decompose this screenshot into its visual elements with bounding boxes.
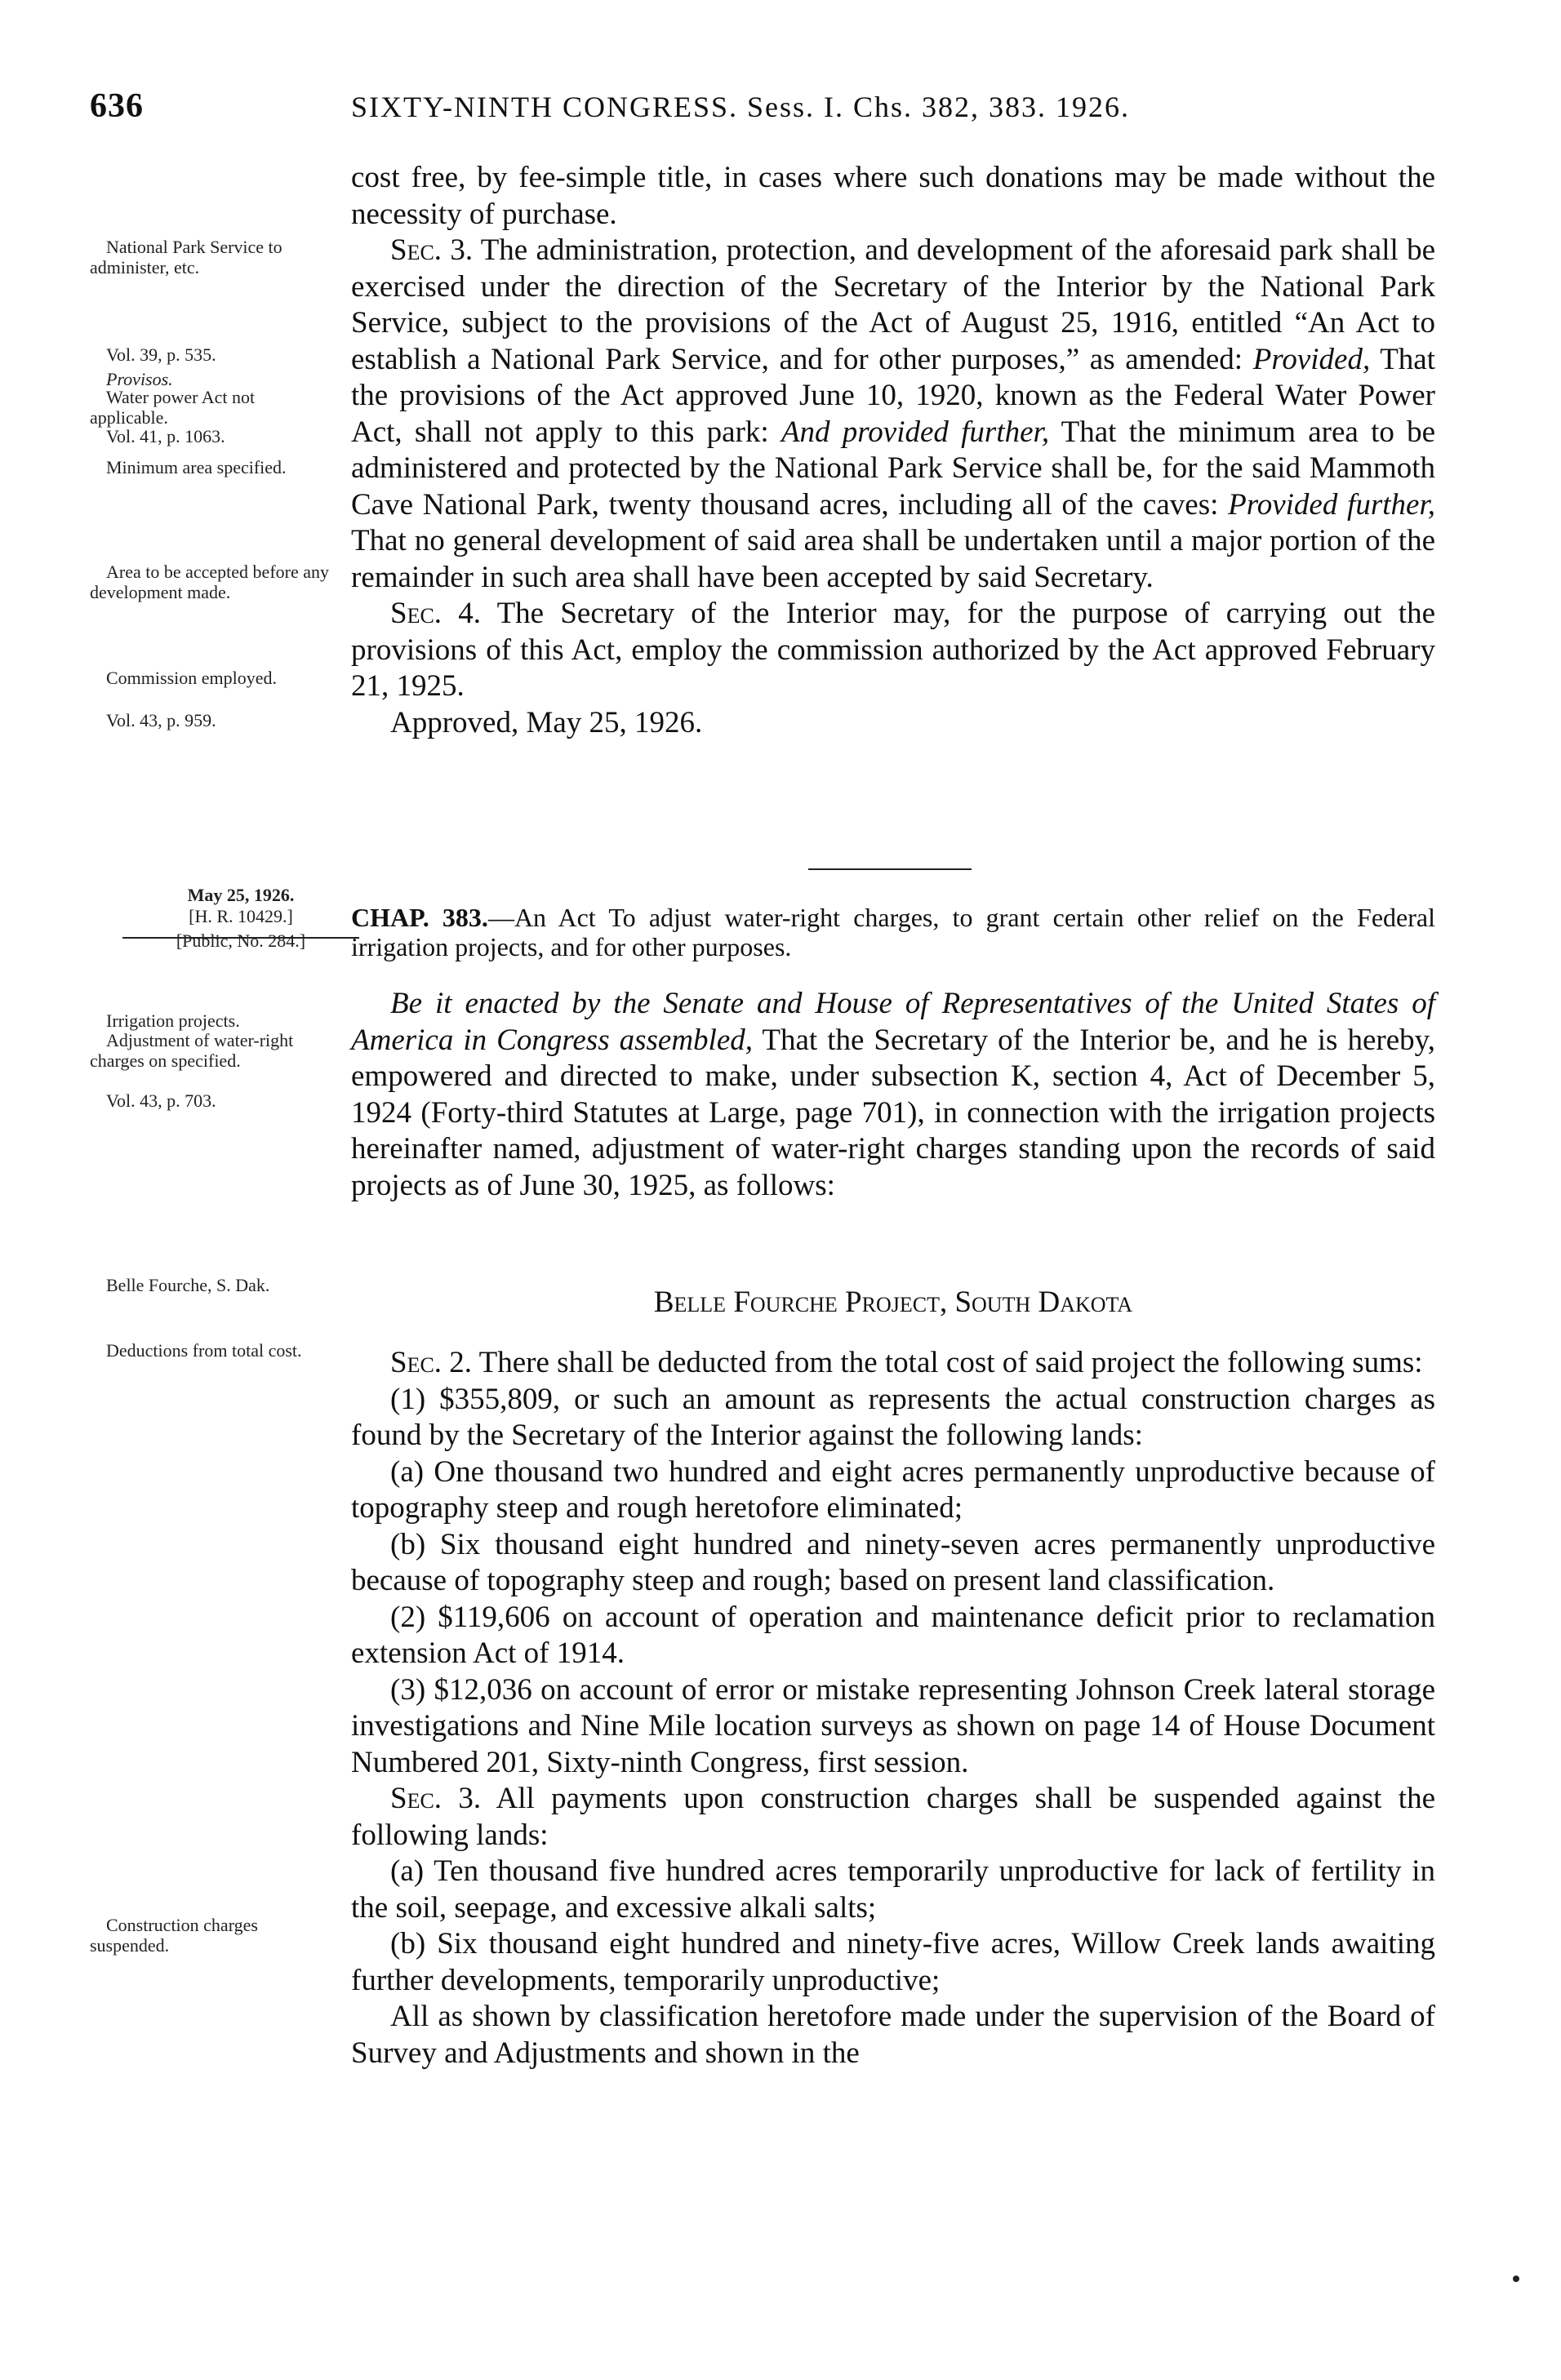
page-number: 636 <box>90 87 144 125</box>
margin-note-vol43b: Vol. 43, p. 703. <box>106 1090 216 1111</box>
proviso-1: Provided, <box>1252 342 1371 376</box>
belle-fourche-body <box>351 1345 1435 2071</box>
sec3-text-d: That no general development of said area shall be undertaken until a major portion of the remainder in such area shall have been accepted by said Secretary. <box>351 524 1435 594</box>
stray-mark <box>1513 2276 1519 2282</box>
stamp-date: May 25, 1926. <box>187 885 295 905</box>
margin-note-adjustment: Adjustment of water-right charges on specified. <box>90 1030 294 1071</box>
item-3b: (b) Six thousand eight hundred and ninety-five acres, Willow Creek lands awaiting further developments, temporarily unproductive; <box>351 1927 1435 1997</box>
margin-note-vol43a: Vol. 43, p. 959. <box>106 710 216 730</box>
enacting-text: That the Secretary of the Interior be, and he is hereby, empowered and directed to make, under subsection K, section 4, Act of December 5, 1924 (Forty-third Statutes at Large, page 701), in connection with the irrigation projects hereinafter named, adjustment of water-right charges standing upon the records of said projects as of June 30, 1925, as follows: <box>351 1023 1435 1202</box>
sec2-text: There shall be deducted from the total cost of said project the following sums: <box>472 1346 1423 1379</box>
running-title: SIXTY-NINTH CONGRESS. Sess. I. Chs. 382, 383. 1926. <box>351 91 1131 123</box>
margin-note-area-accepted: Area to be accepted before any development made. <box>90 562 330 602</box>
stamp-hr: [H. R. 10429.] <box>189 906 293 926</box>
margin-note-water-power: Water power Act not applicable. <box>90 387 256 428</box>
paragraph-sec2 <box>351 1345 1435 1382</box>
sec3b-text: All payments upon construction charges shall be suspended against the following lands: <box>351 1782 1435 1852</box>
sec4-text: The Secretary of the Interior may, for the purpose of carrying out the provisions of this Act, employ the commission authorized by the Act approved February 21, 1925. <box>351 597 1435 703</box>
item-1b: (b) Six thousand eight hundred and ninety-seven acres permanently unproductive because of topography steep and rough; based on present land classification. <box>351 1527 1435 1597</box>
margin-note-nps: National Park Service to administer, etc. <box>90 237 282 278</box>
item-3: (3) $12,036 on account of error or mistake representing Johnson Creek lateral storage investigations and Nine Mile location surveys as shown on page 14 of House Document Numbered 201, Sixty-ninth Congress, first session. <box>351 1672 1435 1779</box>
enacting-italic: Be it enacted by the Senate and House of Representatives of the United States of America in Congress assembled, <box>351 987 1435 1057</box>
sec4-label: Sec. 4. <box>390 597 482 630</box>
chap-383-title <box>351 903 1435 961</box>
proviso-2: And provided further, <box>780 415 1050 449</box>
stamp-public: [Public, No. 284.] <box>176 930 306 951</box>
item-1: (1) $355,809, or such an amount as represents the actual construction charges as found by the Secretary of the Interior against the following lands: <box>351 1382 1435 1452</box>
sec3-text-a: The administration, protection, and development of the aforesaid park shall be exercised under the direction of the Secretary of the Interior by the National Park Service, subject to the provisions of the Act of August 25, 1916, entitled “An Act to establish a National Park Service, and for other purposes,” as amended: <box>351 233 1435 376</box>
paragraph-cost-free: cost free, by fee-simple title, in cases where such donations may be made without the necessity of purchase. <box>351 161 1435 231</box>
item-1a: (a) One thousand two hundred and eight acres permanently unproductive because of topography steep and rough heretofore eliminated; <box>351 1454 1435 1525</box>
paragraph-sec3b <box>351 1781 1435 1854</box>
approved-line: Approved, May 25, 1926. <box>390 705 703 739</box>
margin-note-vol39: Vol. 39, p. 535. <box>106 344 216 365</box>
margin-note-belle: Belle Fourche, S. Dak. <box>106 1275 270 1295</box>
item-2: (2) $119,606 on account of operation and maintenance deficit prior to reclamation extension Act of 1914. <box>351 1600 1435 1670</box>
sec3-text-c: That the minimum area to be administered and protected by the National Park Service shall be, for the said Mammoth Cave National Park, twenty thousand acres, including all of the caves: <box>351 415 1436 522</box>
proviso-3: Provided further, <box>1228 487 1435 522</box>
paragraph-sec3 <box>351 233 1435 596</box>
margin-note-vol41: Vol. 41, p. 1063. <box>106 426 225 446</box>
item-3a: (a) Ten thousand five hundred acres temporarily unproductive for lack of fertility in the soil, seepage, and excessive alkali salts; <box>351 1854 1435 1925</box>
chap-382-text <box>351 160 1435 741</box>
final-paragraph: All as shown by classification heretofore made under the supervision of the Board of Survey and Adjustments and shown in the <box>351 2000 1435 2070</box>
chapter-divider <box>808 868 972 870</box>
margin-note-minimum-area: Minimum area specified. <box>106 457 287 477</box>
enacting-clause <box>351 986 1435 1204</box>
belle-fourche-heading: Belle Fourche Project, South Dakota <box>653 1285 1133 1319</box>
chap-title <box>351 903 1435 961</box>
chap-label: CHAP. 383. <box>351 903 488 932</box>
margin-note-irrigation: Irrigation projects. <box>106 1010 240 1031</box>
margin-note-provisos: Provisos. <box>106 369 173 389</box>
margin-note-deductions: Deductions from total cost. <box>106 1340 302 1361</box>
sec3-text-b: That the provisions of the Act approved June 10, 1920, known as the Federal Water Power Act, shall not apply to this park: <box>351 342 1435 449</box>
chap-text: —An Act To adjust water-right charges, to grant certain other relief on the Federal irrigation projects, and for other purposes. <box>351 903 1436 961</box>
sec3-label: Sec. 3. <box>390 233 474 267</box>
chap-383-body <box>351 986 1435 1204</box>
margin-note-commission: Commission employed. <box>106 668 277 688</box>
margin-note-construction: Construction charges suspended. <box>90 1915 258 1956</box>
paragraph-sec4 <box>351 596 1435 705</box>
sec2-label: Sec. 2. <box>390 1346 473 1379</box>
sec3b-label: Sec. 3. <box>390 1782 482 1815</box>
